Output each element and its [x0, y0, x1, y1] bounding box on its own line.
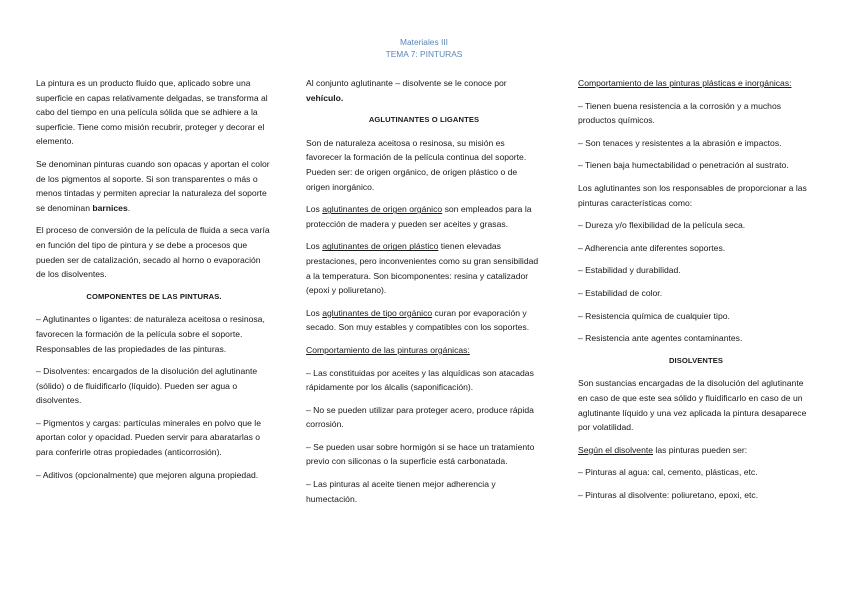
plastico-paragraph: [306, 239, 542, 297]
characteristics-intro: Los aglutinantes son los responsables de proporcionar a las pinturas características como:: [578, 182, 807, 208]
tipo-organico-term: aglutinantes de tipo orgánico: [322, 307, 433, 318]
column-3: [578, 76, 814, 510]
component-item: – Pigmentos y cargas: partículas minerales en polvo que le aportan color y opacidad. Pueden servir para abaratarlas o para conferirle otras propiedades (anticorrosión).: [36, 417, 261, 458]
paragraph-text: tienen elevadas prestaciones, pero inconvenientes como su gran sensibilidad a la temperatura. Son bicomponentes: resina y catalizador (epoxi y poliuretano).: [306, 241, 539, 296]
behaviour-item: – Las pinturas al aceite tienen mejor adherencia y humectación.: [306, 479, 496, 504]
tipo-organico-paragraph: [306, 306, 542, 335]
column-1: [36, 76, 272, 490]
behaviour-item: – Son tenaces y resistentes a la abrasión e impactos.: [578, 137, 782, 148]
disolventes-heading: DISOLVENTES: [668, 355, 724, 365]
paragraph-text: Los: [306, 307, 323, 318]
aglutinantes-heading: AGLUTINANTES O LIGANTES: [368, 115, 480, 125]
behaviour-item: – Tienen baja humectabilidad o penetración al sustrato.: [578, 160, 789, 171]
disolvente-item: – Pinturas al agua: cal, cemento, plásticas, etc.: [578, 467, 758, 478]
segun-disolvente-paragraph: [578, 443, 814, 458]
paragraph-text: Los: [306, 241, 323, 252]
segun-disolvente-term: Según el disolvente: [578, 444, 654, 455]
intro-paragraph: La pintura es un producto fluido que, aplicado sobre una superficie en capas relativamente delgadas, se transforma al cabo del tiempo en una película sólida que se adhiere a la superficie. Tiene como misión recubrir, proteger y decorar el elemento.: [36, 78, 268, 147]
paragraph-text: Al conjunto aglutinante – disolvente se le conoce por: [306, 78, 507, 88]
vehiculo-paragraph: [306, 76, 542, 105]
plastic-behaviour-heading: [578, 76, 814, 91]
characteristic-item: – Resistencia ante agentes contaminantes.: [578, 333, 743, 344]
behaviour-item: – Se pueden usar sobre hormigón si se hace un tratamiento previo con siliconas o la superficie está carbonatada.: [306, 441, 535, 467]
column-2: [306, 76, 542, 514]
disolvente-item: – Pinturas al disolvente: poliuretano, epoxi, etc.: [578, 489, 759, 500]
subject-title: Materiales III: [400, 37, 448, 47]
paragraph-text: Se denominan pinturas cuando son opacas y aportan el color de los pigmentos al soporte. Si son transparentes o más o menos tintadas y permiten apreciar la naturaleza del soporte se denominan: [36, 158, 270, 213]
component-item: – Aglutinantes o ligantes: de naturaleza aceitosa o resinosa, favorecen la formación de la película sobre el soporte. Responsables de las propiedades de las pinturas.: [36, 314, 265, 354]
plastico-term: aglutinantes de origen plástico: [322, 241, 439, 252]
heading-text: Comportamiento de las pinturas plásticas e inorgánicas:: [578, 78, 792, 88]
aglutinantes-paragraph: Son de naturaleza aceitosa o resinosa, su misión es favorecer la formación de la película continua del soporte. Pueden ser: de origen orgánico, de origen plástico o de origen inorgánico.: [306, 137, 527, 192]
component-item: – Disolventes: encargados de la disolución del aglutinante (sólido) o de fluidificarlo (líquido). Pueden ser agua o disolventes.: [36, 366, 258, 406]
organico-paragraph: [306, 202, 542, 231]
characteristic-item: – Estabilidad y durabilidad.: [578, 265, 681, 276]
paragraph-text: curan por evaporación y secado. Son muy estables y compatibles con los soportes.: [306, 307, 530, 333]
paragraph-text: .: [127, 202, 131, 213]
characteristic-item: – Estabilidad de color.: [578, 287, 663, 298]
behaviour-item: – No se pueden utilizar para proteger acero, produce rápida corrosión.: [306, 404, 534, 430]
components-heading: COMPONENTES DE LAS PINTURAS.: [86, 291, 222, 301]
characteristic-item: – Resistencia química de cualquier tipo.: [578, 310, 730, 321]
page-header: [0, 36, 848, 60]
organico-term: aglutinantes de origen orgánico: [322, 204, 443, 215]
organic-behaviour-heading: [306, 343, 542, 358]
paragraph-text: son empleados para la protección de madera y pueden ser aceites y grasas.: [306, 204, 532, 229]
characteristic-item: – Adherencia ante diferentes soportes.: [578, 242, 726, 253]
disolventes-paragraph: Son sustancias encargadas de la disolución del aglutinante en caso de que este sea sólido y fluidificarlo en caso de un aglutinante líquido y una vez aplicada la pintura desaparece por volatilidad.: [578, 378, 807, 433]
paragraph-text: las pinturas pueden ser:: [653, 444, 748, 455]
topic-title: TEMA 7: PINTURAS: [385, 49, 463, 59]
pinturas-barnices-paragraph: [36, 157, 272, 215]
barnices-term: barnices: [92, 202, 128, 213]
conversion-paragraph: El proceso de conversión de la película de fluida a seca varía en función del tipo de pintura y se debe a procesos que pueden ser de catalización, secado al horno o evaporación de los disolventes.: [36, 225, 270, 280]
vehiculo-term: vehículo.: [306, 92, 344, 103]
component-item: – Aditivos (opcionalmente) que mejoren alguna propiedad.: [36, 469, 259, 480]
behaviour-item: – Las constituidas por aceites y las alquídicas son atacadas rápidamente por los álcalis (saponificación).: [306, 367, 534, 393]
paragraph-text: Los: [306, 204, 323, 215]
characteristic-item: – Dureza y/o flexibilidad de la película seca.: [578, 220, 746, 231]
heading-text: Comportamiento de las pinturas orgánicas:: [306, 344, 470, 355]
behaviour-item: – Tienen buena resistencia a la corrosión y a muchos productos químicos.: [578, 100, 782, 126]
